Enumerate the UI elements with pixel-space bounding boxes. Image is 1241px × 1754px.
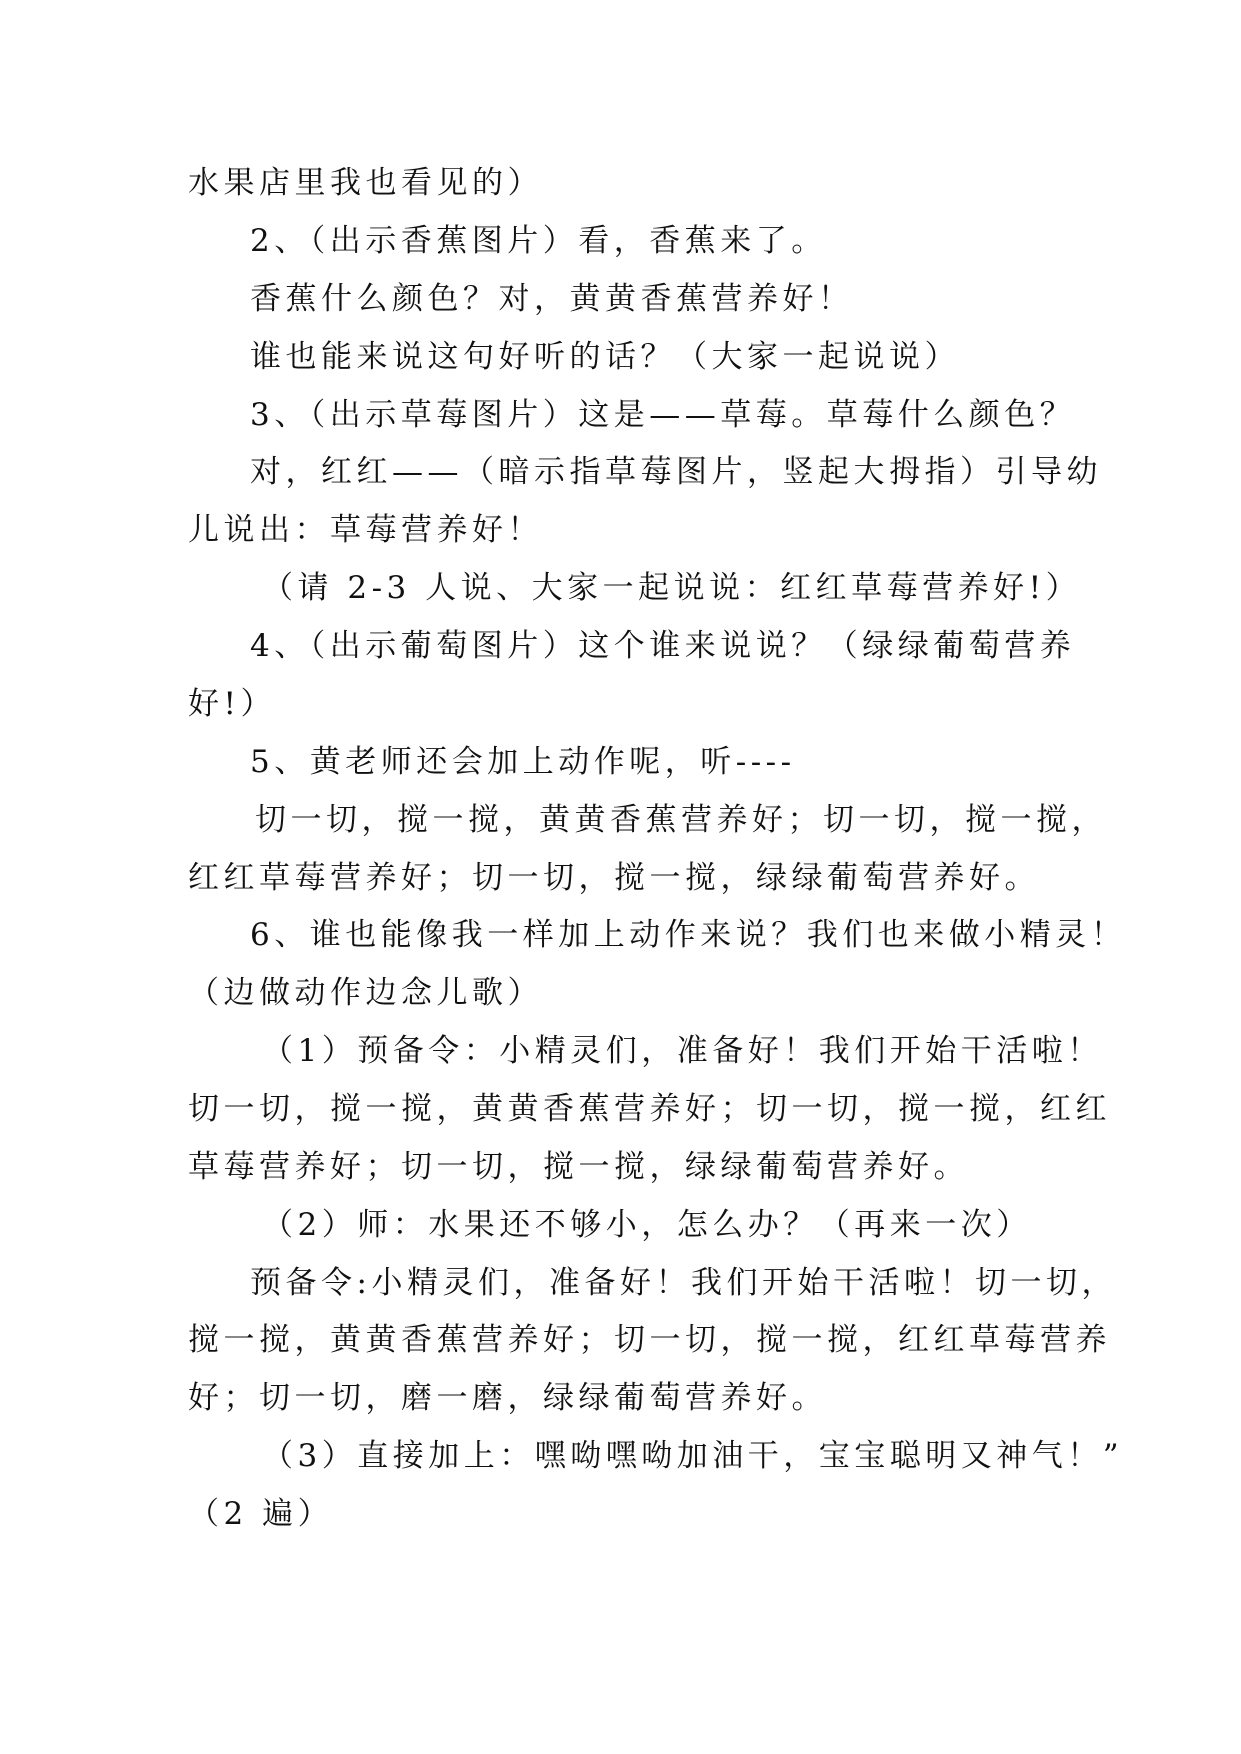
text-line: 儿说出：草莓营养好！ <box>188 512 543 548</box>
text-line: 红红草莓营养好；切一切，搅一搅，绿绿葡萄营养好。 <box>188 860 1040 896</box>
text-line: 好；切一切，磨一磨，绿绿葡萄营养好。 <box>188 1380 827 1416</box>
text-line: 谁也能来说这句好听的话？（大家一起说说） <box>250 339 960 375</box>
text-line: 好!） <box>188 686 276 722</box>
text-line: 草莓营养好；切一切，搅一搅，绿绿葡萄营养好。 <box>188 1149 969 1185</box>
text-line: （请 2-3 人说、大家一起说说：红红草莓营养好!） <box>262 570 1082 606</box>
text-line: 6、谁也能像我一样加上动作来说？我们也来做小精灵！ <box>250 917 1127 953</box>
text-line: （2 遍） <box>188 1496 334 1532</box>
text-line: 5、黄老师还会加上动作呢，听---- <box>250 744 796 780</box>
text-line: 搅一搅，黄黄香蕉营养好；切一切，搅一搅，红红草莓营养 <box>188 1322 1111 1358</box>
text-line: （3）直接加上：嘿呦嘿呦加油干，宝宝聪明又神气！” <box>262 1438 1124 1474</box>
text-line: 切一切，搅一搅，黄黄香蕉营养好；切一切，搅一搅， <box>255 802 1107 838</box>
text-line: 香蕉什么颜色？对，黄黄香蕉营养好！ <box>250 281 854 317</box>
text-line: 4、（出示葡萄图片）这个谁来说说？（绿绿葡萄营养 <box>250 628 1076 664</box>
text-line: 水果店里我也看见的） <box>188 165 543 201</box>
text-line: 2、（出示香蕉图片）看，香蕉来了。 <box>250 223 827 259</box>
text-line: 预备令:小精灵们，准备好！我们开始干活啦！切一切， <box>250 1265 1117 1301</box>
text-line: （2）师：水果还不够小，怎么办？（再来一次） <box>262 1207 1032 1243</box>
text-line: 对，红红——（暗示指草莓图片，竖起大拇指）引导幼 <box>250 454 1102 490</box>
text-line: （边做动作边念儿歌） <box>188 975 543 1011</box>
text-line: 切一切，搅一搅，黄黄香蕉营养好；切一切，搅一搅，红红 <box>188 1091 1111 1127</box>
text-line: 3、（出示草莓图片）这是——草莓。草莓什么颜色？ <box>250 397 1076 433</box>
text-line: （1）预备令：小精灵们，准备好！我们开始干活啦！ <box>262 1033 1103 1069</box>
